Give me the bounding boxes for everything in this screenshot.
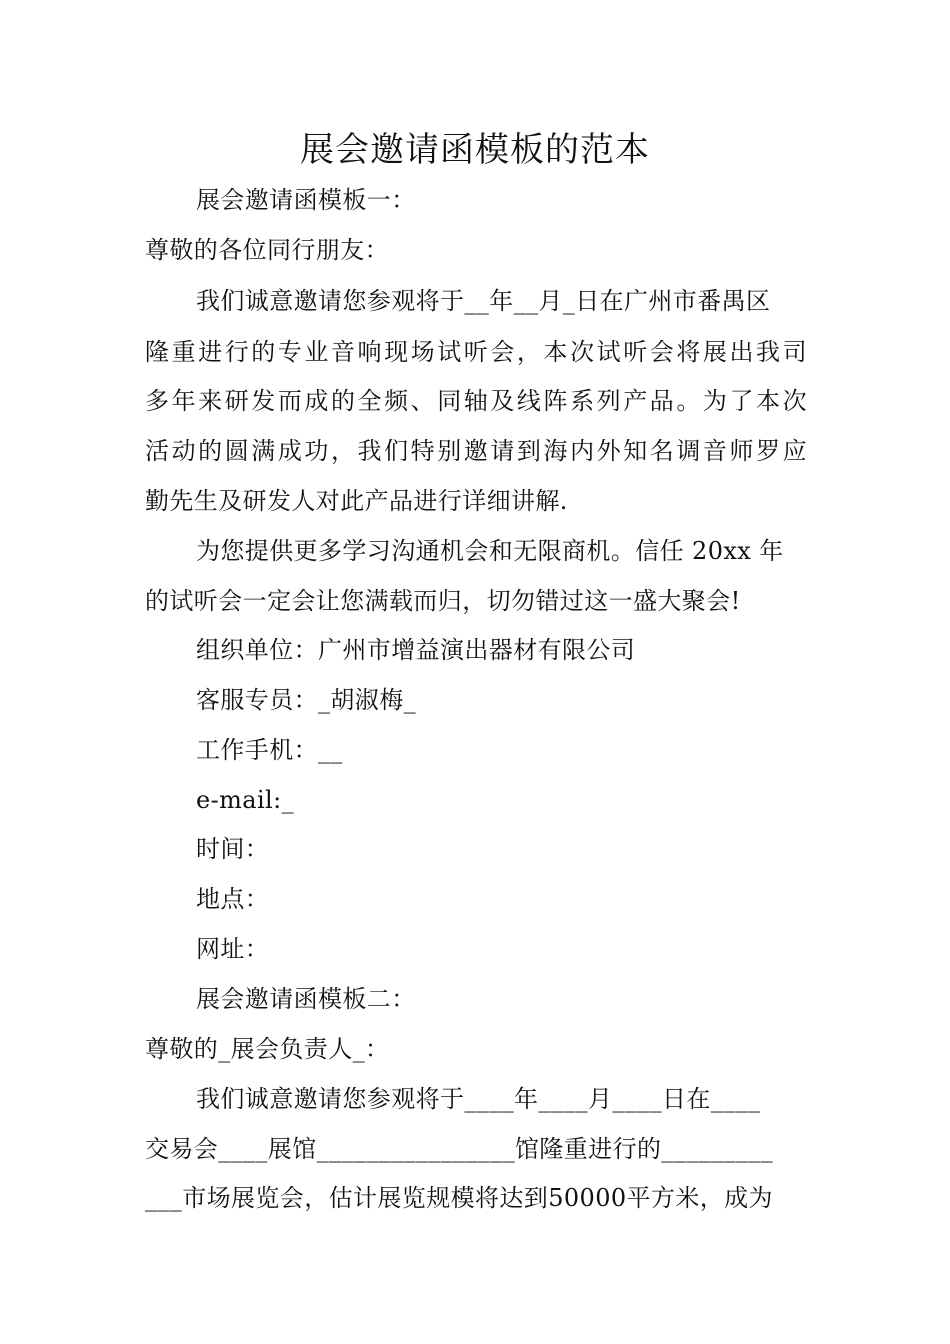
paragraph-line: 活动的圆满成功，我们特别邀请到海内外知名调音师罗应: [145, 437, 807, 465]
paragraph-line: 我们诚意邀请您参观将于____年____月____日在____: [196, 1085, 761, 1113]
document-title: 展会邀请函模板的范本: [300, 130, 650, 170]
time-line: 时间：: [196, 835, 270, 863]
website-line: 网址：: [196, 935, 270, 963]
salutation-two: 尊敬的_展会负责人_：: [145, 1035, 390, 1063]
section-heading-template-two: 展会邀请函模板二：: [196, 985, 416, 1013]
service-contact-line: 客服专员：_胡淑梅_: [196, 686, 416, 714]
organizer-line: 组织单位：广州市增益演出器材有限公司: [196, 636, 636, 664]
paragraph-line: 隆重进行的专业音响现场试听会，本次试听会将展出我司: [145, 338, 807, 366]
paragraph-line: 我们诚意邀请您参观将于__年__月_日在广州市番禺区: [196, 287, 771, 315]
work-phone-line: 工作手机：__: [196, 736, 343, 764]
paragraph-line: 交易会____展馆________________馆隆重进行的_________: [145, 1135, 773, 1163]
location-line: 地点：: [196, 885, 270, 913]
section-heading-template-one: 展会邀请函模板一：: [196, 186, 416, 214]
paragraph-line: ___市场展览会，估计展览规模将达到50000平方米，成为: [145, 1184, 773, 1212]
paragraph-line: 多年来研发而成的全频、同轴及线阵系列产品。为了本次: [145, 387, 807, 415]
email-line: e-mail:_: [196, 786, 295, 814]
paragraph-line: 的试听会一定会让您满载而归，切勿错过这一盛大聚会!: [145, 587, 741, 615]
paragraph-line: 为您提供更多学习沟通机会和无限商机。信任 20xx 年: [196, 537, 784, 565]
salutation-one: 尊敬的各位同行朋友：: [145, 236, 389, 264]
paragraph-line: 勤先生及研发人对此产品进行详细讲解.: [145, 487, 568, 515]
